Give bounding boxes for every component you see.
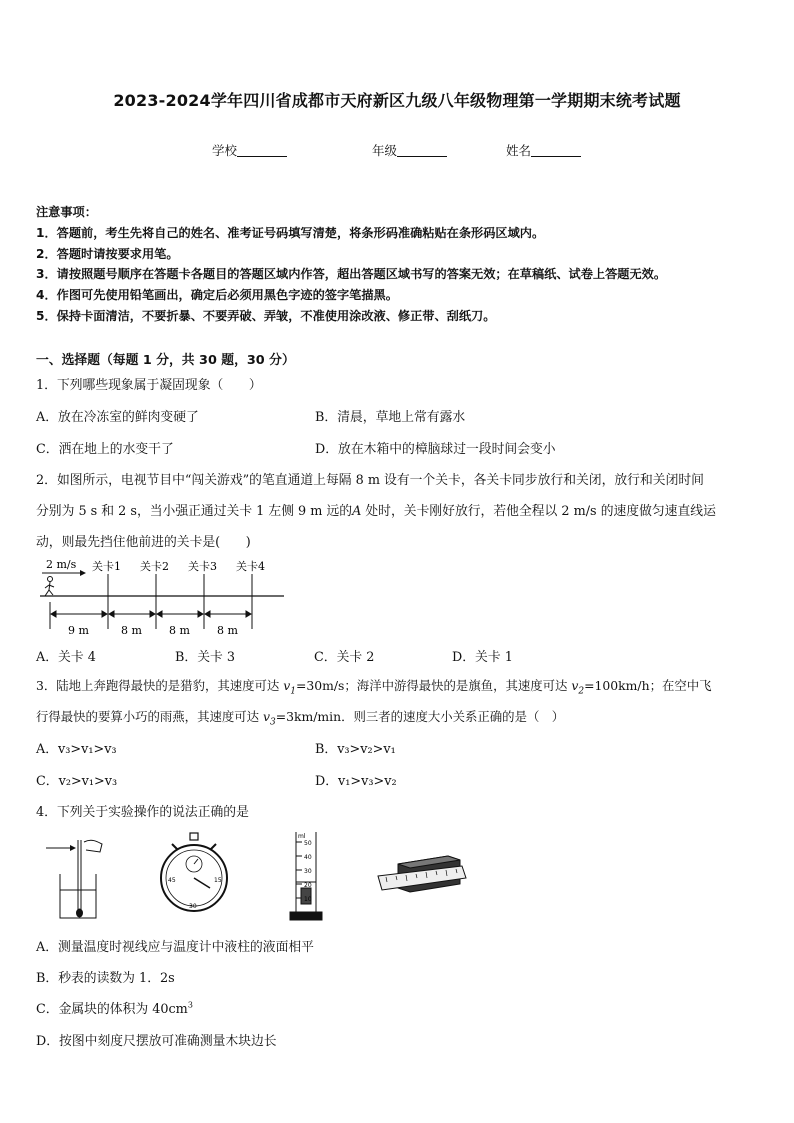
gates-diagram <box>36 554 296 638</box>
grade-label: 年级 <box>372 143 398 158</box>
gate-label: 关卡4 <box>236 560 265 573</box>
distance-label: 9 m <box>68 624 89 637</box>
stopwatch-mark: 45 <box>168 877 176 884</box>
q3-text: =100km/h；在空中飞 <box>584 678 712 693</box>
page-title: 2023-2024学年四川省成都市天府新区九级八年级物理第一学期期末统考试题 <box>113 91 681 110</box>
cylinder-tick: 20 <box>304 882 312 889</box>
q4-option-c <box>36 998 193 1017</box>
name-field <box>506 141 581 159</box>
cylinder-figure <box>286 828 336 924</box>
name-label: 姓名 <box>506 143 532 158</box>
notes-heading: 注意事项： <box>36 205 97 219</box>
question-3-line2 <box>36 707 564 727</box>
school-blank <box>237 144 287 157</box>
grade-field <box>372 141 447 159</box>
q1-option-b: B．清晨，草地上常有露水 <box>315 410 466 425</box>
q2-option-a: A．关卡 4 <box>36 650 96 665</box>
note-item: 2．答题时请按要求用笔。 <box>36 247 179 261</box>
question-3-line1 <box>36 676 712 696</box>
sight-arrow <box>70 845 76 851</box>
school-field <box>212 141 287 159</box>
gate-label: 关卡2 <box>140 560 169 573</box>
stopwatch-mark: 15 <box>214 877 222 884</box>
q2-option-c: C．关卡 2 <box>314 650 375 665</box>
cylinder-tick: 40 <box>304 854 312 861</box>
question-4-stem: 4．下列关于实验操作的说法正确的是 <box>36 805 249 820</box>
q2-line2-end: 处时，关卡刚好放行，若他全程以 2 m/s 的速度做匀速直线运 <box>361 504 716 519</box>
q3-option-d: D．v₁>v₃>v₂ <box>315 774 397 789</box>
q3-text: =3km/min．则三者的速度大小关系正确的是（ ） <box>275 709 565 724</box>
cylinder-tick: 50 <box>304 840 312 847</box>
q3-option-a: A．v₃>v₁>v₃ <box>36 742 117 757</box>
q4-option-d: D．按图中刻度尺摆放可准确测量木块边长 <box>36 1034 277 1049</box>
q3-var-v3: $v_3$ <box>262 709 276 728</box>
gate-label: 关卡3 <box>188 560 217 573</box>
q3-text: 行得最快的要算小巧的雨燕，其速度可达 <box>36 709 263 724</box>
gate-label: 关卡1 <box>92 560 121 573</box>
question-1-stem: 1．下列哪些现象属于凝固现象（ ） <box>36 378 262 393</box>
q3-text: 3．陆地上奔跑得最快的是猎豹，其速度可达 <box>36 678 284 693</box>
q4-option-c-text: C．金属块的体积为 40cm <box>36 1002 188 1017</box>
school-label: 学校 <box>212 143 238 158</box>
speed-label: 2 m/s <box>46 558 77 571</box>
question-2-line1: 2．如图所示，电视节目中“闯关游戏”的笔直通道上每隔 8 m 设有一个关卡，各关卡同步放行和关闭，放行和关闭时间 <box>36 473 704 488</box>
note-item: 1．答题前，考生先将自己的姓名、准考证号码填写清楚，将条形码准确粘贴在条形码区域内。 <box>36 226 545 240</box>
q3-var-v1: $v_1$ <box>283 678 296 697</box>
q4-option-b: B．秒表的读数为 1．2s <box>36 971 175 986</box>
distance-label: 8 m <box>169 624 190 637</box>
q2-option-b: B．关卡 3 <box>175 650 236 665</box>
q2-point-a: A <box>352 504 362 519</box>
q1-option-c: C．洒在地上的水变干了 <box>36 442 174 457</box>
gate-markers <box>50 574 252 629</box>
question-2-line3: 动，则最先挡住他前进的关卡是( ) <box>36 535 251 550</box>
q3-text: =30m/s；海洋中游得最快的是旗鱼，其速度可达 <box>295 678 572 693</box>
stopwatch-mark: 30 <box>189 903 197 910</box>
note-item: 3．请按照题号顺序在答题卡各题目的答题区域内作答，超出答题区域书写的答案无效；在草稿纸、试卷上答题无效。 <box>36 267 667 281</box>
stopwatch-figure <box>160 830 230 920</box>
note-item: 4．作图可先使用铅笔画出，确定后必须用黑色字迹的签字笔描黑。 <box>36 288 398 302</box>
ruler-block-figure <box>376 854 468 904</box>
grade-blank <box>397 144 447 157</box>
cylinder-tick: 30 <box>304 868 312 875</box>
name-blank <box>531 144 581 157</box>
q2-line2-text: 分别为 5 s 和 2 s，当小强正通过关卡 1 左侧 9 m 远的 <box>36 504 353 519</box>
distance-arrows <box>51 611 251 617</box>
speed-arrowhead <box>80 570 86 576</box>
q3-option-c: C．v₂>v₁>v₃ <box>36 774 118 789</box>
cylinder-tick: 10 <box>304 896 312 903</box>
cylinder-unit: ml <box>298 833 306 840</box>
q2-option-d: D．关卡 1 <box>452 650 513 665</box>
q1-option-d: D．放在木箱中的樟脑球过一段时间会变小 <box>315 442 556 457</box>
q1-option-a: A．放在冷冻室的鲜肉变硬了 <box>36 410 199 425</box>
distance-label: 8 m <box>121 624 142 637</box>
section-heading: 一、选择题（每题 1 分，共 30 题，30 分） <box>36 353 295 368</box>
q4-option-c-sup: 3 <box>187 1000 193 1010</box>
q3-option-b: B．v₃>v₂>v₁ <box>315 742 396 757</box>
distance-label: 8 m <box>217 624 238 637</box>
runner-icon <box>45 577 54 597</box>
q4-option-a: A．测量温度时视线应与温度计中液柱的液面相平 <box>36 940 314 955</box>
q3-var-v2: $v_2$ <box>571 678 585 697</box>
thermometer-figure <box>44 832 114 922</box>
question-2-line2 <box>36 500 716 519</box>
note-item: 5．保持卡面清洁，不要折暴、不要弄破、弄皱，不准使用涂改液、修正带、刮纸刀。 <box>36 309 496 323</box>
